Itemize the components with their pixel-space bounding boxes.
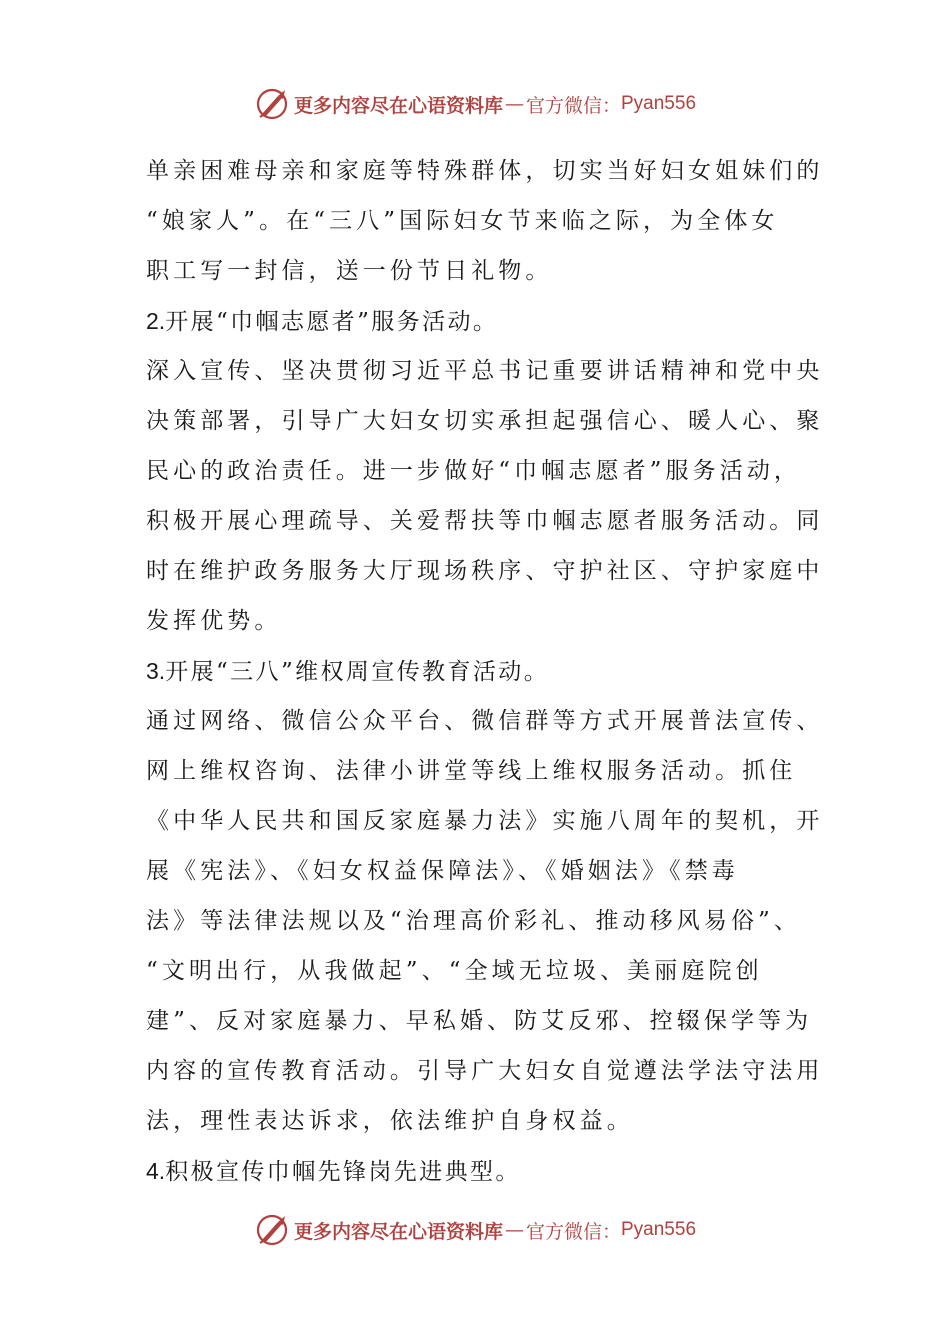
footer-watermark-banner: [0, 1210, 950, 1250]
section-number: 4.: [146, 1158, 166, 1184]
banner-sub-text: 官方微信：: [525, 94, 621, 117]
body-line: 决策部署，引导广大妇女切实承担起强信心、暖人心、聚: [146, 408, 824, 434]
section-heading: 4.积极宣传巾帼先锋岗先进典型。: [146, 1158, 521, 1185]
body-line: 民心的政治责任。进一步做好“巾帼志愿者”服务活动，: [146, 458, 802, 484]
quill-pen-logo-icon: [254, 86, 290, 122]
body-line: 职工写一封信，送一份节日礼物。: [146, 258, 553, 284]
body-line: 网上维权咨询、法律小讲堂等线上维权服务活动。抓住: [146, 758, 797, 784]
banner-sub-text: 官方微信：: [525, 1220, 621, 1243]
quill-pen-logo-icon: [254, 1212, 290, 1248]
header-watermark-banner: [0, 84, 950, 124]
body-line: 内容的宣传教育活动。引导广大妇女自觉遵法学法守法用: [146, 1058, 824, 1084]
body-line: 法》等法律法规以及“治理高价彩礼、推动移风易俗”、: [146, 908, 802, 934]
banner-wechat-id: Pyan556: [621, 93, 697, 114]
document-body: [146, 146, 824, 1196]
body-line: 法，理性表达诉求，依法维护自身权益。: [146, 1108, 634, 1134]
body-line: 深入宣传、坚决贯彻习近平总书记重要讲话精神和党中央: [146, 358, 824, 384]
body-line: 通过网络、微信公众平台、微信群等方式开展普法宣传、: [146, 708, 824, 734]
banner-dash: —: [504, 93, 524, 115]
banner-dash: —: [504, 1219, 524, 1241]
body-line: “娘家人”。在“三八”国际妇女节来临之际，为全体女: [146, 208, 779, 234]
body-line: “文明出行，从我做起”、“全域无垃圾、美丽庭院创: [146, 958, 763, 984]
body-line: 时在维护政务服务大厅现场秩序、守护社区、守护家庭中: [146, 558, 824, 584]
body-line: 积极开展心理疏导、关爱帮扶等巾帼志愿者服务活动。同: [146, 508, 824, 534]
section-number: 2.: [146, 308, 166, 334]
section-number: 3.: [146, 658, 166, 684]
body-line: 单亲困难母亲和家庭等特殊群体，切实当好妇女姐妹们的: [146, 158, 824, 184]
banner-wechat-id: Pyan556: [621, 1219, 697, 1240]
body-line: 建”、反对家庭暴力、早私婚、防艾反邪、控辍保学等为: [146, 1008, 813, 1034]
section-heading: 2.开展“巾帼志愿者”服务活动。: [146, 308, 499, 335]
banner-main-text: 更多内容尽在心语资料库: [293, 94, 503, 117]
section-heading: 3.开展“三八”维权周宣传教育活动。: [146, 658, 550, 685]
banner-main-text: 更多内容尽在心语资料库: [293, 1220, 503, 1243]
body-line: 展《宪法》、《妇女权益保障法》、《婚姻法》《禁毒: [146, 858, 739, 884]
body-line: 发挥优势。: [146, 608, 282, 634]
body-line: 《中华人民共和国反家庭暴力法》实施八周年的契机，开: [146, 808, 824, 834]
